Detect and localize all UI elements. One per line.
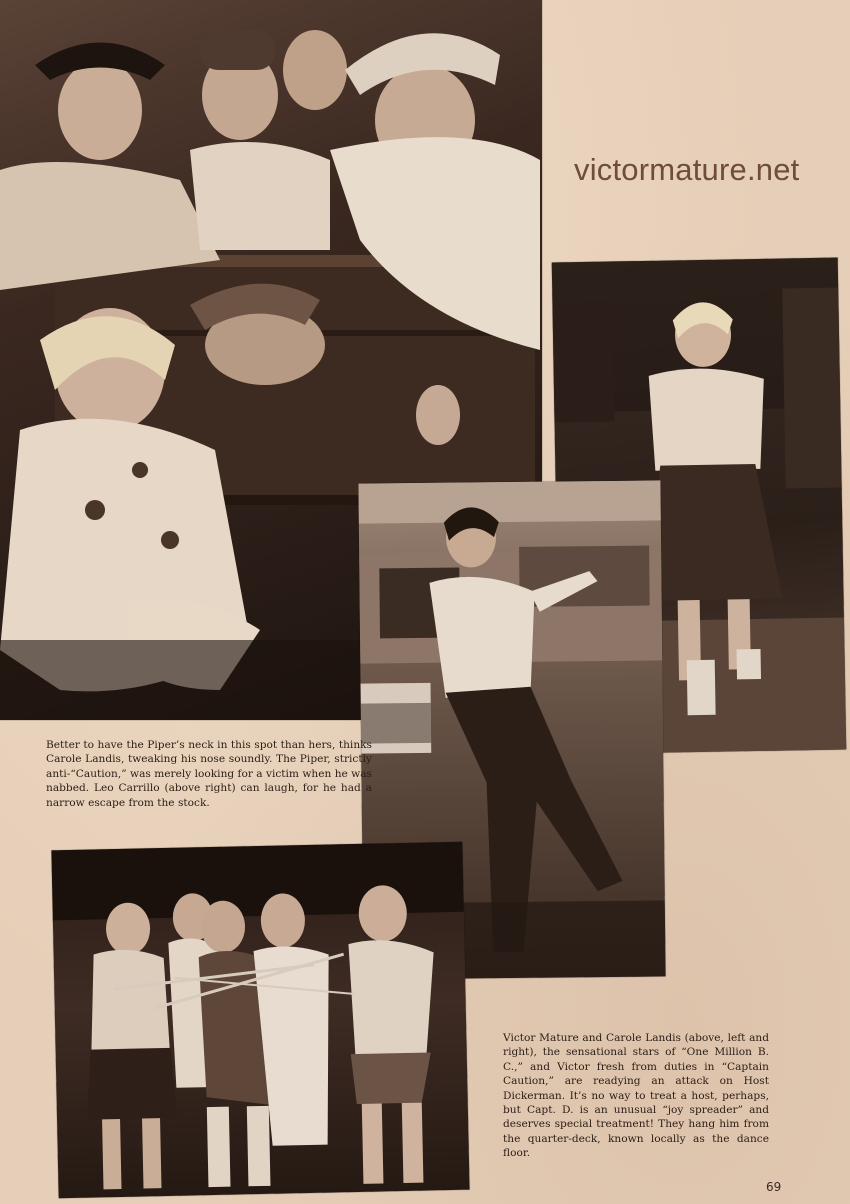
photo-group-illustration	[51, 842, 469, 1199]
photo-group-attack	[51, 842, 469, 1199]
caption-victor-carole: Victor Mature and Carole Landis (above, left and right), the sensational stars of “One Million B. C.,” and Victor fresh from duties in “Captain Caution,” are readying an attack on Host Dickerman. It’s no way to treat a host, perhaps, but Capt. D. is an unusual “joy spreader” and deserves special treatment! They hang him from the quarter-deck, known locally as the dance floor.	[503, 1032, 769, 1160]
page-number: 69	[766, 1180, 782, 1194]
caption-stocks: Better to have the Piper’s neck in this spot than hers, thinks Carole Landis, tweaking his nose soundly. The Piper, strictly anti-“Caution,” was merely looking for a victim when he was nabbed. Leo Carrillo (above right) can laugh, for he had a narrow escape from the stock.	[46, 739, 372, 809]
watermark-text: victormature.net	[574, 152, 800, 187]
